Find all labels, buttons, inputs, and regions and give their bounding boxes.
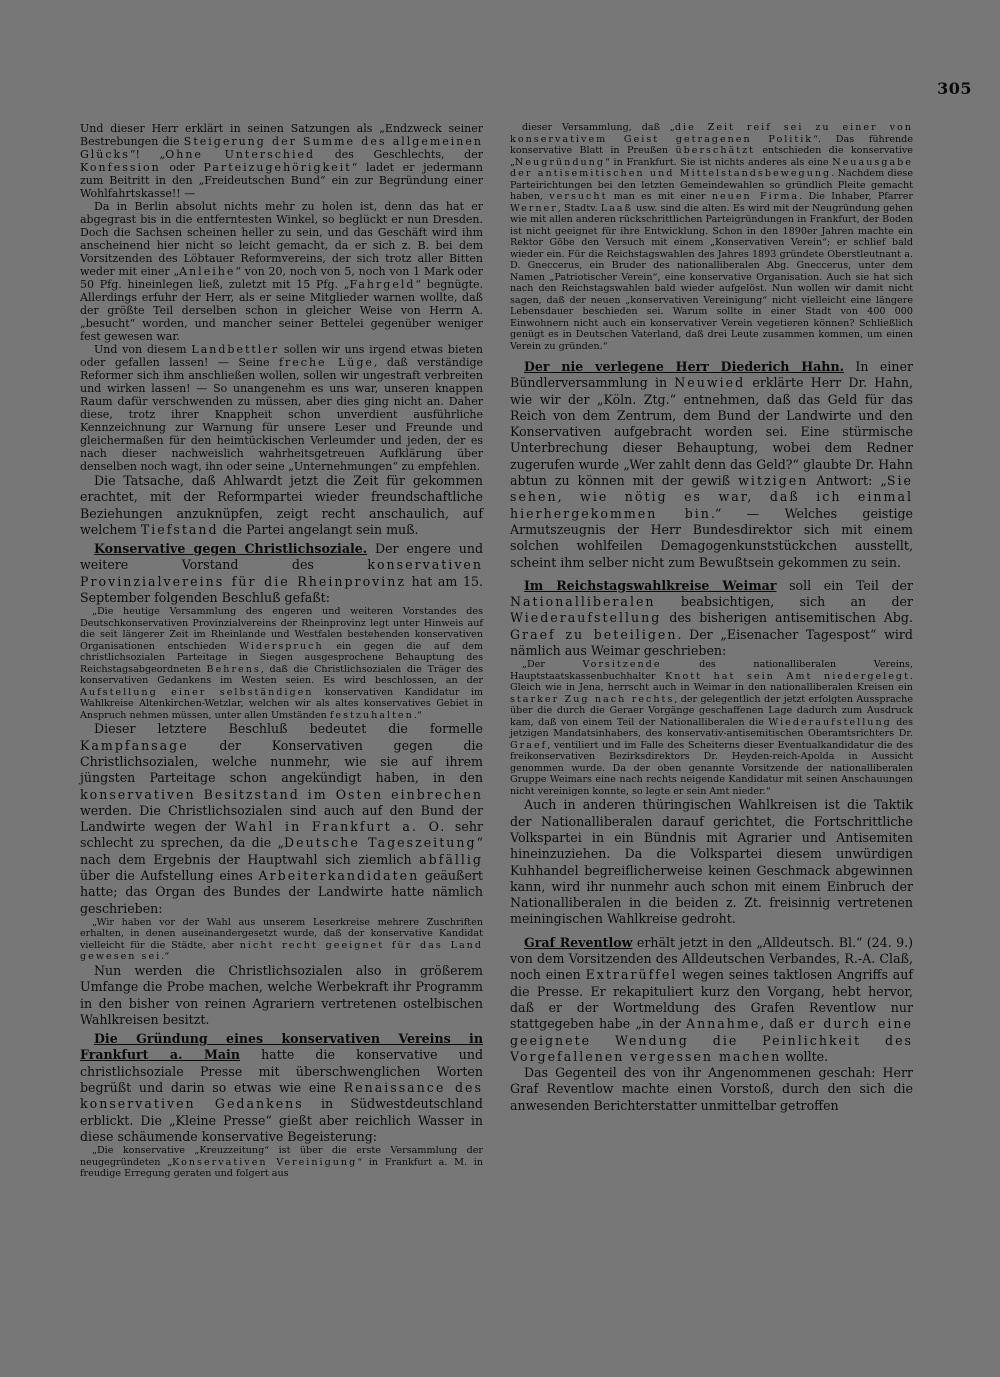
page-number: 305 (937, 79, 972, 98)
text-run: . Gleich wie in Jena, herrscht auch in Weimar in den nationalliberalen Kreisen ein (510, 670, 913, 694)
paragraph (80, 963, 483, 1028)
text-run: “ in Frankfurt a. M. in freudige Erregung geraten und folgert aus (80, 1156, 483, 1180)
emphasis-text: versucht (549, 191, 608, 202)
emphasis-text: Extrarüffel (585, 967, 678, 983)
text-run: wollte. (781, 1048, 829, 1064)
emphasis-text: starker Zug nach rechts (510, 693, 675, 705)
emphasis-text: Behrens (206, 663, 261, 675)
paragraph (80, 1031, 483, 1145)
text-run: „Der (522, 659, 583, 671)
paragraph (80, 122, 483, 200)
quoted-paragraph (80, 606, 483, 721)
paragraph (80, 200, 483, 343)
text-run: über die Aufstellung eines (80, 868, 259, 884)
text-run: des bisherigen antisemitischen Abg. (661, 610, 913, 626)
paragraph (80, 541, 483, 606)
paragraph (80, 343, 483, 473)
text-run: “. Das führende konservative Blatt in Preußen (510, 133, 913, 156)
text-run: ein gegen die auf dem christlichsozialen Parteitage in Siegen ausgesprochene Behauptung des Reichstagsabgeordneten (80, 640, 484, 675)
text-run: .“ — Welches geistige Armutszeugnis der Herr Bundesdirektor sich mit einem solchen wohlfeilen Demagogenkunststückchen ausstellt, scheint ihm selber nicht zum Bewußtsein gekommen zu sein. (510, 505, 913, 570)
article-heading: Im Reichstagswahlkreise Weimar (524, 577, 777, 593)
text-run: , ventiliert und im Falle des Scheiterns dieser Eventualkandidatur die des freikonservativen Bezirksdirektors Dr. Heyden-reich-Apolda in Aussicht genommen wurde. Da der oben genannte Vorsitzende der nationalliberalen Gruppe Weimars eine nach rechts neigende Kandidatur mit seinen Anschauungen nicht vereinigen konnte, so legte er sein Amt nieder.“ (510, 739, 913, 797)
text-run: Das Gegenteil des von ihr Angenommenen geschah: Herr Graf Reventlow machte einen Vorstoß, durch den sich die anwesenden Berichterstatter unmittelbar getroffen (510, 1065, 913, 1113)
text-run: “ von 20, noch von 5, noch von 1 Mark oder 50 Pfg. hineinlegen ließ, zuletzt mit 15 Pfg. „ (80, 265, 483, 291)
text-run: Antwort: „ (808, 473, 887, 489)
article-heading: Der nie verlegene Herr Diederich Hahn. (524, 359, 844, 374)
paragraph (510, 359, 913, 571)
text-run: , der gelegentlich der jetzt erfolgten Aussprache über die durch die Geraer Vorgänge geschaffenen Lage dadurch zum Ausdruck kam, daß von einem Teil der Nationalliberalen die (510, 693, 914, 728)
emphasis-text: abfällig (419, 851, 483, 867)
emphasis-text: Knott hat sein Amt niedergelegt (665, 670, 910, 682)
emphasis-text: Aufstellung einer selbständigen (80, 686, 314, 698)
emphasis-text: Arbeiterkandidaten (258, 868, 420, 884)
text-run: konservativen Kandidatur im Wahlkreise Altenkirchen-Wetzlar, welchen wir als altes konservatives Gebiet in Anspruch nehmen müssen, unter allen Umständen (80, 686, 483, 721)
text-run: Die Tatsache, daß Ahlwardt jetzt die Zeit für gekommen erachtet, mit der Reformpartei wieder freundschaftliche Beziehungen anzuknüpfen, zeigt recht anschaulich, auf welchem (80, 473, 483, 537)
text-run: wegen seines taktlosen Angriffs auf die Presse. Er rekapituliert kurz den Vorgang, hebt hervor, daß er der Wortmeldung des Grafen Reventlow nur stattgegeben habe „in der (510, 967, 913, 1032)
emphasis-text: Deutsche Tageszeitung (284, 835, 477, 851)
paragraph (510, 578, 913, 659)
emphasis-text: Vorsitzende (582, 659, 662, 671)
emphasis-text: Steigerung der Summe des allgemeinen Glücks (80, 135, 483, 161)
text-run: geäußert hatte; das Organ des Bundes der Landwirte hatte nämlich geschrieben: (80, 868, 483, 916)
text-run: “ begnügte. Allerdings erfuhr der Herr, als er seine Mitglieder warnen wollte, daß der größte Teil derselben schon in gleicher Weise von Herrn A. „besucht“ worden, und mancher seiner Bettelei gegenüber weniger fest gewesen war. (80, 278, 483, 343)
text-run: hat am 15. September folgenden Beschluß gefaßt: (80, 573, 483, 606)
emphasis-text: freche Lüge (278, 356, 374, 369)
emphasis-text: Parteizugehörigkeit (203, 161, 352, 174)
emphasis-text: Ohne Unterschied (165, 148, 316, 161)
emphasis-text: Wiederaufstellung (768, 716, 892, 728)
emphasis-text: Kampfansage (80, 737, 189, 753)
text-run: , daß verständige Reformer sich ihm anschließen wollen, sollen wir ungestraft verbreiten und wirken lassen! — So unangenehm es uns war, unseren knappen Raum dafür verschwenden zu müssen, aber dies ging nicht an. Daher diese, trotz ihrer Knappheit schon unverdient ausführliche Kennzeichnung zur Warnung für unsere Leser und Freunde und gleichermaßen für den heimtückischen Verleumder und jeden, der es nach dieser nachweislich wahrheitsgetreuen Aufklärung über denselben noch wagt, ihn oder seine „Unternehmungen“ zu empfehlen. (80, 356, 484, 473)
paragraph (510, 797, 913, 927)
emphasis-text: Graef zu beteiligen (510, 626, 678, 642)
text-run: des Geschlechts, der (315, 148, 483, 161)
text-run: Und von diesem (94, 343, 192, 356)
emphasis-text: die Zeit reif sei zu einer von konservativem Geist getragenen Politik (510, 122, 913, 145)
spacer (510, 928, 913, 935)
text-run: die Partei angelangt sein muß. (218, 521, 419, 537)
emphasis-text: Graef (510, 739, 548, 751)
text-run: soll ein Teil der (776, 577, 914, 593)
text-run: Und dieser Herr erklärt in seinen Satzungen als „Endzweck seiner Bestrebungen die (80, 122, 483, 148)
emphasis-text: Laaß (600, 202, 633, 214)
text-run: „Die heutige Versammlung des engeren und weiteren Vorstandes des Deutschkonservativen Provinzialvereins der Rheinprovinz legt unter Hinweis auf die seit längerer Zeit im Rheinlande und Westfalen bestehenden konservativen Organisationen entschieden (80, 606, 483, 652)
text-run: entschieden die konservative „ (510, 145, 913, 168)
emphasis-text: Neuausgabe der antisemitischen und Mittelstandsbewegung (510, 156, 913, 179)
text-run: In einer Bündlerversammlung in (510, 359, 913, 391)
text-run: “! „ (129, 148, 166, 161)
emphasis-text: überschätzt (675, 145, 756, 156)
emphasis-text: Konservativen Vereinigung (172, 1156, 358, 1168)
text-run: .“ (413, 709, 422, 721)
quoted-paragraph (80, 917, 483, 963)
text-run: , daß die Christlichsozialen die Träger des konservativen Gedankens im Westen seien. Es wird beschlossen, an der (80, 663, 483, 687)
text-run: oder (160, 161, 204, 174)
text-run: Da in Berlin absolut nichts mehr zu holen ist, denn das hat er abgegrast bis in die entferntesten Winkel, so beglückt er nun Dresden. Doch die Sachsen scheinen heller zu sein, und das Geschäft wird ihm anscheinend hier nicht so leicht gemacht, da er sich z. B. bei dem Vorsitzenden des Löbtauer Reformvereins, der sich trotz aller Bitten weder mit einer „ (80, 200, 483, 278)
emphasis-text: Nationalliberalen (510, 594, 656, 610)
text-run: sollen wir uns irgend etwas bieten oder gefallen lassen! — Seine (80, 343, 483, 369)
text-run: sehr schlecht zu sprechen, da die „ (80, 819, 483, 851)
spacer (510, 352, 913, 359)
emphasis-text: konservativen Provinzialvereins für die Rheinprovinz (80, 557, 483, 589)
text-run: .“ (161, 951, 170, 963)
text-run: der Konservativen gegen die Christlichsozialen, welche nunmehr, wie sie auf ihrem jüngsten Parteitage schon angekündigt haben, in den (80, 737, 483, 786)
paragraph (80, 721, 483, 917)
article-heading: Graf Reventlow (524, 934, 633, 950)
text-run: “ ladet er jedermann zum Beitritt in den „Freideutschen Bund“ ein zur Begründung einer Wohlfahrtskasse!! — (80, 161, 483, 200)
emphasis-text: Widerspruch (239, 640, 324, 652)
left-column (80, 122, 483, 1180)
spacer (510, 571, 913, 578)
text-run: werden. Die Christlichsozialen sind auch auf den Bund der Landwirte wegen der (80, 802, 483, 835)
emphasis-text: er durch eine geeignete Wendung die Peinlichkeit des Vorgefallenen vergessen machen (510, 1016, 914, 1064)
text-run: beabsichtigen, sich an der (655, 594, 913, 610)
text-run: erklärte Herr Dr. Hahn, wie wir der „Köln. Ztg.“ entnehmen, daß das Geld für das Reich von dem Zentrum, dem Bund der Landwirte und den Konservativen aufgebracht worden sei. Eine stürmische Unterbrechung dieser Behauptung, wobei dem Redner zugerufen wurde „Wer zahlt denn das Geld?“ glaubte Dr. Hahn abtun zu können mit der gewiß (510, 375, 913, 489)
emphasis-text: nicht recht geeignet für das Land gewesen sei (80, 939, 483, 963)
emphasis-text: Wahl in Frankfurt a. O. (234, 819, 447, 835)
paragraph (510, 1065, 913, 1114)
right-column (510, 122, 913, 1114)
emphasis-text: Neuwied (674, 375, 746, 391)
quoted-paragraph (510, 122, 913, 352)
text-run: . Der „Eisenacher Tagespost“ wird nämlich aus Weimar geschrieben: (510, 626, 913, 659)
text-run: „Wir haben vor der Wahl aus unserem Leserkreise mehrere Zuschriften erhalten, in denen auseinandergesetzt wurde, daß der konservative Kandidat vielleicht für die Städte, aber (80, 916, 483, 951)
text-run: usw. sind die alten. Es wird mit der Neugründung gehen wie mit allen anderen rückschrittlichen Parteigründungen in Frankfurt, der Boden ist nicht geeignet für ihre Entwicklung. Schon in den 1890er Jahren machte ein Rektor Göbe den Versuch mit einem „Konservativen Verein“; er schlief bald wieder ein. Für die Reichstagswahlen des Jahres 1893 gründete Oberstleutnant a. D. Gneccerus, ein Bruder des nationalliberalen Abg. Gneccerus, unter dem Namen „Patriotischer Verein“, eine konservative Organisation. Auch sie hat sich nach den Reichstagswahlen bald wieder aufgelöst. Nun wollen wir damit nicht sagen, daß der neuen „konservativen Vereinigung“ nicht vielleicht eine längere Lebensdauer beschieden sei. Warum sollte in einer Stadt von 400 000 Einwohnern nicht auch ein konservativer Verein vegetieren können? Schließlich genügt es in Deutschen Vaterland, daß drei Leute zusammen kommen, um einen Verein zu gründen.“ (510, 202, 913, 352)
emphasis-text: Sie sehen, wie nötig es war, daß ich einmal hierhergekommen bin (510, 473, 913, 521)
emphasis-text: Renaissance des konservativen Gedankens (80, 1080, 483, 1112)
text-run: Dieser letztere Beschluß bedeutet die formelle (94, 721, 483, 737)
text-run: Der engere und weitere Vorstand des (80, 541, 483, 573)
paragraph (510, 935, 913, 1065)
quoted-paragraph (510, 659, 913, 797)
emphasis-text: Annahme (685, 1016, 761, 1032)
text-run: „Die konservative „Kreuzzeitung“ ist über die erste Versammlung der neugegründeten „ (80, 1145, 483, 1168)
text-run: des jetzigen Mandatsinhabers, des konservativ-antisemitischen Oberamtsrichters Dr. (510, 716, 913, 740)
text-run: Nun werden die Christlichsozialen also in größerem Umfange die Probe machen, welche Werbekraft ihr Programm in den bisher von reinen Agrariern vertretenen ostelbischen Wahlkreisen besitzt. (80, 962, 483, 1027)
paragraph (80, 473, 483, 538)
emphasis-text: Konfession (80, 161, 161, 174)
emphasis-text: Werner (510, 202, 558, 214)
text-run: , Stadtv. (557, 202, 601, 214)
text-run: erhält jetzt in den „Alldeutsch. Bl.“ (24. 9.) von dem Vorsitzenden des Alldeutschen Verbandes, R.-A. Claß, noch einen (510, 934, 913, 983)
text-run: dieser Versammlung, daß „ (522, 122, 675, 133)
emphasis-text: konservativen Besitzstand im Osten einbrechen (80, 786, 483, 802)
text-run: . Die Inhaber, Pfarrer (799, 191, 913, 202)
text-run: in Südwestdeutschland erblickt. Die „Kleine Presse“ gießt aber reichlich Wasser in diese schäumende konservative Begeisterung: (80, 1096, 483, 1144)
emphasis-text: Wiederaufstellung (510, 610, 662, 626)
emphasis-text: Landbettler (191, 343, 280, 356)
text-run: “ nach dem Ergebnis der Hauptwahl sich ziemlich (80, 835, 483, 867)
text-run: man es mit einer (607, 191, 712, 202)
emphasis-text: Tiefstand (140, 521, 219, 537)
article-heading: Die Gründung eines konservativen Vereins in Frankfurt a. Main (80, 1031, 483, 1063)
text-run: des nationalliberalen Vereins, Hauptstaatskassenbuchhalter (510, 659, 913, 682)
emphasis-text: Anleihe (179, 265, 236, 278)
text-run: Auch in anderen thüringischen Wahlkreisen ist die Taktik der Nationalliberalen darauf gerichtet, die Fortschrittliche Volkspartei in ein Bündnis mit Agrarier und Antisemiten hineinzuziehen. Da die Volkspartei diesem unwürdigen Kuhhandel begreiflicherweise keinen Geschmack abgewinnen kann, wird ihr nunmehr auch schon mit einem Einbruch der Nationalliberalen in die beiden z. Zt. freisinnig vertretenen meiningischen Wahlkreise gedroht. (510, 797, 913, 927)
emphasis-text: witzigen (738, 473, 809, 489)
emphasis-text: Fahrgeld (349, 278, 416, 291)
emphasis-text: neuen Firma (711, 191, 800, 202)
quoted-paragraph (80, 1145, 483, 1180)
text-run: , daß (760, 1016, 799, 1032)
text-run: . Nachdem diese Parteirichtungen bei den letzten Gemeindewahlen so gründlich Pleite gemacht haben, (510, 168, 913, 202)
text-run: “ in Frankfurt. Sie ist nichts anderes als eine (604, 156, 833, 168)
article-heading: Konservative gegen Christlichsoziale. (94, 541, 368, 557)
text-run: hatte die konservative und christlichsoziale Presse mit überschwenglichen Worten begrüßt und darin so etwas wie eine (80, 1047, 483, 1096)
emphasis-text: Neugründung (514, 156, 605, 168)
emphasis-text: festzuhalten (329, 709, 414, 721)
